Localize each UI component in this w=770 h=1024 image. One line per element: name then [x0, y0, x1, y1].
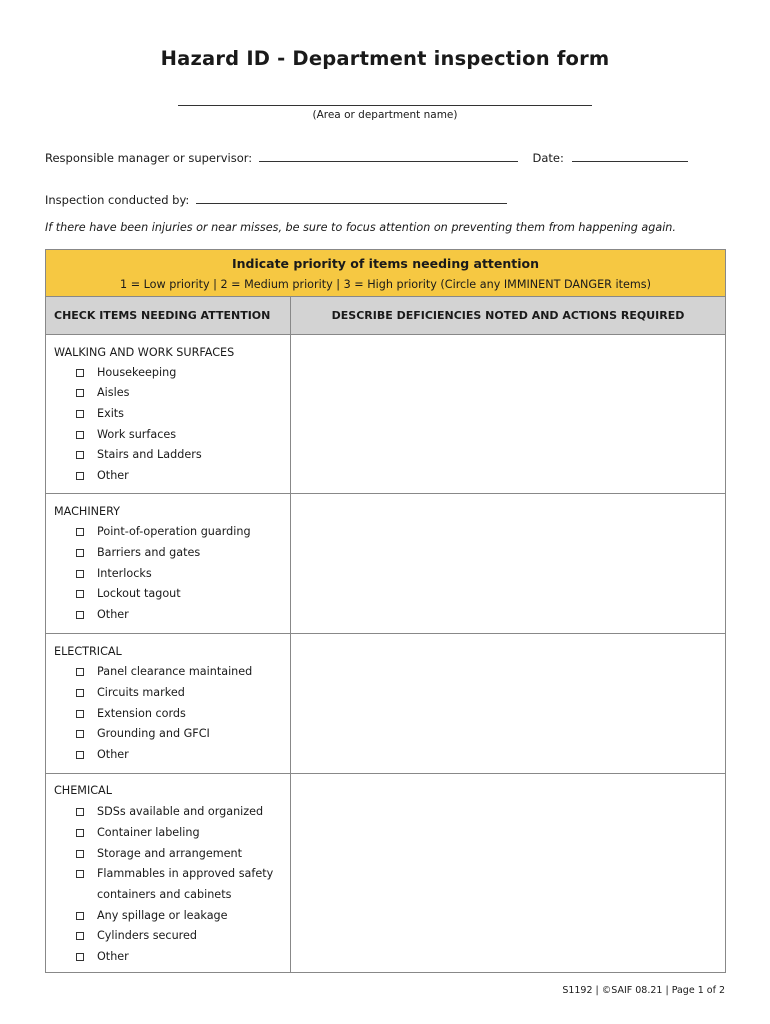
checkbox-icon[interactable] — [76, 431, 84, 439]
checklist-item[interactable]: Work surfaces — [76, 428, 176, 441]
checklist-item[interactable]: Other — [76, 608, 129, 621]
inspector-label: Inspection conducted by: — [45, 193, 190, 207]
checkbox-icon[interactable] — [76, 829, 84, 837]
section-title: ELECTRICAL — [54, 645, 122, 658]
inspector-field[interactable] — [196, 193, 507, 204]
checklist-item[interactable]: Other — [76, 469, 129, 482]
section-title: WALKING AND WORK SURFACES — [54, 346, 235, 359]
manager-date-row — [45, 151, 688, 165]
section-title: CHEMICAL — [54, 784, 112, 797]
section-chemical — [46, 774, 291, 972]
checkbox-icon[interactable] — [76, 528, 84, 536]
checkbox-icon[interactable] — [76, 590, 84, 598]
checklist-item[interactable]: Exits — [76, 407, 124, 420]
inspection-table — [45, 249, 726, 973]
checklist-item[interactable]: Grounding and GFCI — [76, 727, 210, 740]
checklist-item[interactable]: SDSs available and organized — [76, 805, 263, 818]
page-title: Hazard ID - Department inspection form — [160, 47, 610, 70]
deficiency-cell-machinery[interactable] — [291, 494, 725, 634]
checkbox-icon[interactable] — [76, 369, 84, 377]
date-field[interactable] — [572, 151, 688, 162]
checkbox-icon[interactable] — [76, 932, 84, 940]
priority-scale: 1 = Low priority | 2 = Medium priority | 3 = High priority (Circle any IMMINENT DANGER items) — [120, 278, 651, 291]
deficiency-cell-electrical[interactable] — [291, 634, 725, 774]
checklist-item[interactable]: Housekeeping — [76, 366, 176, 379]
checkbox-icon[interactable] — [76, 668, 84, 676]
section-title: MACHINERY — [54, 505, 120, 518]
checkbox-icon[interactable] — [76, 953, 84, 961]
checkbox-icon[interactable] — [76, 451, 84, 459]
priority-title: Indicate priority of items needing attention — [231, 256, 540, 271]
date-label: Date: — [532, 151, 564, 165]
checklist-item[interactable]: Any spillage or leakage — [76, 909, 228, 922]
manager-label: Responsible manager or supervisor: — [45, 151, 253, 165]
checklist-item[interactable]: Circuits marked — [76, 686, 185, 699]
checklist-item[interactable]: Extension cords — [76, 707, 186, 720]
checkbox-icon[interactable] — [76, 570, 84, 578]
checkbox-icon[interactable] — [76, 808, 84, 816]
deficiency-cell-walking-surfaces[interactable] — [291, 335, 725, 494]
page-footer: S1192 | ©SAIF 08.21 | Page 1 of 2 — [562, 985, 725, 996]
checkbox-icon[interactable] — [76, 549, 84, 557]
checklist-item[interactable]: Storage and arrangement — [76, 847, 242, 860]
checklist-item[interactable]: Interlocks — [76, 567, 152, 580]
check-items-header: CHECK ITEMS NEEDING ATTENTION — [46, 297, 291, 335]
checklist-item[interactable]: Stairs and Ladders — [76, 448, 202, 461]
checklist-item[interactable]: Container labeling — [76, 826, 200, 839]
checklist-item[interactable]: Cylinders secured — [76, 929, 197, 942]
checklist-item[interactable]: Flammables in approved safety — [76, 867, 273, 880]
checklist-item[interactable]: Point-of-operation guarding — [76, 525, 251, 538]
checklist-item[interactable]: Panel clearance maintained — [76, 665, 252, 678]
manager-field[interactable] — [259, 151, 518, 162]
checklist-item-continuation: containers and cabinets — [97, 888, 232, 901]
checkbox-icon[interactable] — [76, 870, 84, 878]
check-items-column — [46, 335, 291, 972]
checklist-item[interactable]: Other — [76, 748, 129, 761]
department-name-caption: (Area or department name) — [312, 109, 458, 121]
checkbox-icon[interactable] — [76, 850, 84, 858]
deficiencies-column — [291, 335, 725, 972]
priority-banner — [46, 250, 725, 297]
checkbox-icon[interactable] — [76, 611, 84, 619]
checkbox-icon[interactable] — [76, 730, 84, 738]
checkbox-icon[interactable] — [76, 689, 84, 697]
checkbox-icon[interactable] — [76, 710, 84, 718]
checkbox-icon[interactable] — [76, 751, 84, 759]
checkbox-icon[interactable] — [76, 410, 84, 418]
deficiency-cell-chemical[interactable] — [291, 774, 725, 972]
checkbox-icon[interactable] — [76, 912, 84, 920]
checklist-item[interactable]: Lockout tagout — [76, 587, 181, 600]
inspector-row — [45, 193, 507, 207]
checkbox-icon[interactable] — [76, 389, 84, 397]
checklist-item[interactable]: Aisles — [76, 386, 129, 399]
checklist-item[interactable]: Other — [76, 950, 129, 963]
department-name-line[interactable] — [178, 105, 592, 106]
checklist-item[interactable]: Barriers and gates — [76, 546, 200, 559]
deficiencies-header: DESCRIBE DEFICIENCIES NOTED AND ACTIONS REQUIRED — [291, 297, 725, 335]
section-machinery — [46, 494, 291, 634]
section-walking-surfaces — [46, 335, 291, 494]
instruction-text: If there have been injuries or near misses, be sure to focus attention on preventing them from happening again. — [45, 221, 676, 234]
section-electrical — [46, 634, 291, 774]
checkbox-icon[interactable] — [76, 472, 84, 480]
